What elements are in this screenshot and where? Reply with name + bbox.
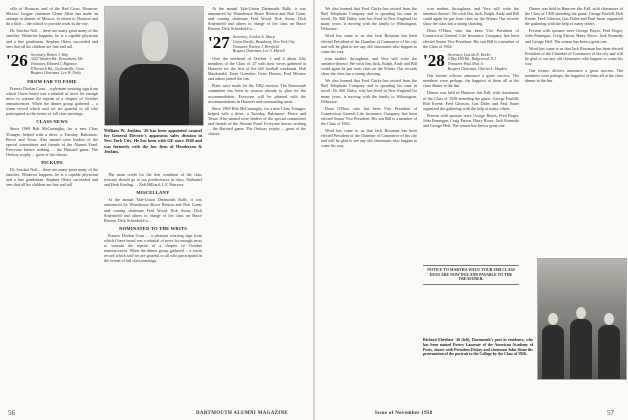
column-text: Word has come to us that Jack Bowman has been elected President of the Chamber of Commerce of his city and will be glad to see any old classmates who happen to come his way. <box>321 33 417 54</box>
left-column-3 <box>208 6 306 138</box>
class-officers <box>233 35 295 53</box>
officer-line: Bequest Chairman, Charles L. Hayden <box>447 66 507 71</box>
column-text: Word has come to us that Jack Bowman has been elected President of the Chamber of Commerce of his city and will be glad to see any old classmates who happen to come his way. <box>525 45 623 66</box>
page-number: 56 <box>8 409 15 417</box>
column-text: Present with spouses were George Bayes, Fred Roger, John Fennegan, Craig Patton, Harry Rowe, Jack Kennedy and George Heil. The season has been a great one. <box>423 112 519 128</box>
class-officers <box>448 53 507 71</box>
class-year: '26 <box>6 50 28 70</box>
page-number: 57 <box>607 409 614 417</box>
class-year: '27 <box>208 33 230 53</box>
left-column-2 <box>104 172 202 266</box>
officer-line: 8 Norwich Rd., Gaylordville, Conn. <box>30 66 85 71</box>
right-column-3 <box>525 6 623 85</box>
page-footer: DARTMOUTH ALUMNI MAGAZINE <box>196 411 289 416</box>
officer-line: 3222 Warden Rd., Kennebunk, Me. <box>30 57 84 62</box>
class-year: '28 <box>423 50 445 70</box>
officer-line: Treasurer, Edward J. Bigenow <box>30 61 77 66</box>
column-text: Over the weekend of October 3 and 4 about fifty members of the Class of '27 with their wives gathered at Hanover for the first of the fall football weekends. Bob Macdonald, Ernie Greenlee, Gene Heaton, Paul Monroe and others joined the fun. <box>208 55 306 82</box>
officer-line: Secretary, Gordon A. Sharp <box>232 35 275 40</box>
portrait-body <box>119 64 190 125</box>
section-heading: NOMINATED TO THE WRITS <box>119 225 187 231</box>
left-column-1 <box>6 6 98 190</box>
group-photo <box>537 258 627 380</box>
section-heading: FROM FAR TO FAME <box>27 78 77 84</box>
right-column-2 <box>423 6 519 130</box>
group-photo-caption: Richard Eberhart '26 (left), Dartmouth's poet in residence, who has been named Poetry Laureate of the American Academy of Poets, shares with President Dickey and chairman John Sloan the presentation of the portrait to the College by the Class of 1926. <box>423 338 533 357</box>
officer-line: Treasurer, Paul Neal Jr. <box>447 61 484 66</box>
column-text: We also learned that Fred Clarke has retired from the Bell Telephone Company and is spending his time in travel. Dr. Bill Daley, who has lived in New England for many years, is moving with the family to Wilmington, Delaware. <box>321 78 417 104</box>
person-figure <box>542 313 564 379</box>
notice-box-wrapper <box>423 262 519 288</box>
portrait-head <box>142 21 167 61</box>
section-heading: CLASS NEWS <box>36 119 68 125</box>
column-text: Dinner was held in Hanover this Fall, with classmates of the Class of 1928 attending the game. George Fairhill, Bob Keene, Fred Gleason, Gus Dales and Paul Sauer organized the gathering with the help of many others. <box>423 90 519 111</box>
officer-line: Bequest Chairman, Lee A. Merrell <box>232 49 286 54</box>
column-text: Dean O'Hara, who has been Vice President of Connecticut General Life Insurance Company, has been elected Senior Vice President. His son Bill is a member of the Class of 1962. <box>321 105 417 126</box>
column-text: Dr. Sinclair Neil ... there are many great many of the families. Whatever happens, he is a capable physician and a fine gentleman. Stephen Olney succeeded and sees that all his children are fine and tall. <box>6 28 98 49</box>
column-text: Our former officers announce a great success. The members were perhaps, the happiest of them all at the class dinner in the Inn. <box>423 73 519 89</box>
dues-notice: NOTICE TO MARTHA WALT: YOUR 1968 CLASS DUES ARE NOW DUE AND PAYABLE TO THE TREASURER. <box>423 265 519 285</box>
column-text: ican mother, throughout, and Vera will write the sentence thereof. We wish Jim, Jack, Ralph, Andy and Bill could again be put from class on the Winter. Our records show the class has a strong showing. <box>321 55 417 77</box>
column-text: Word has come to us that Jack Bowman has been elected President of the Chamber of Commerce of his city and will be glad to see any old classmates who happen to come his way. <box>321 128 417 149</box>
officer-line: Secretary, Robert J. Hay <box>30 52 69 57</box>
officer-line: Bequest Chairman, Leo W. Neely <box>30 71 82 76</box>
column-text: At the annual Yale-Union Dartmouth Rally, it was announced by Waterhouse Bruce Renton and Bob Gunn, and coming chairman Fred Wood, Bob Swan, Dick Schenfield and others in charge of the class on Bruce Renton, Dick Schenfield is ... <box>208 6 306 32</box>
column-text: At the annual Yale-Union Dartmouth Rally, it was announced by Waterhouse Bruce Renton and Bob Gunn, and coming chairman Fred Wood, Bob Swan, Dick Schenfield and others in charge of the class on Bruce Renton, Dick Schenfield is ... <box>104 197 202 223</box>
column-text: Dr. Sinclair Neil ... there are many great many of the families. Whatever happens, he is a capable physician and a fine gentleman. Stephen Olney succeeded and sees that all his children are fine and tall. <box>6 167 98 188</box>
column-text: Dean O'Hara, who has been Vice President of Connecticut General Life Insurance Company, has been elected Senior Vice President. His son Bill is a member of the Class of 1962. <box>423 28 519 49</box>
right-page <box>315 0 628 420</box>
right-column-1 <box>321 6 417 150</box>
column-text: The main credit for the fine condition of the class treasury should go to our predecessors in class, Nathaniel and Herb Keeling. ... Bob Hilliard, I. F. Burrows. <box>104 172 202 188</box>
column-text: Present with spouses were George Bayes, Fred Roger, John Fennegan, Craig Patton, Harry Rowe, Jack Kennedy and George Heil. The season has been a great one. <box>525 28 623 44</box>
left-page <box>0 0 313 420</box>
section-heading: PICKUPS <box>41 160 63 166</box>
page-footer: Issue of November 1958 <box>375 411 433 416</box>
column-text: Our former officers announce a great success. The members were perhaps, the happiest of them all at the class dinner in the Inn. <box>525 68 623 84</box>
column-text: ican mother, throughout, and Vera will write the sentence thereof. We wish Jim, Jack, Ralph, Andy and Bill could again be put from class on the Winter. Our records show the class has a strong showing. <box>423 6 519 27</box>
class-heading-27 <box>208 35 306 53</box>
officer-line: 4 Day Hill Rd., Ridgewood, N.J. <box>447 57 497 62</box>
column-text: Plans were made for the 1962 reunion. The Dartmouth committee has been in session already to plan for the accommodation. Everyone will be pleased with the accommodations in Hanover and surrounding areas. <box>208 83 306 104</box>
person-figure <box>598 313 620 379</box>
column-text: Since 1969 Bob McConaughy, for a new Class Younger, helped with a drive, a Tuesday, Baltimore, Pierce and Texas. Also named were leaders of the special committees and friends of the Alumni Fund. Everyone knows nothing ... the Harvard game. The Ordway trophy ... great of the classes. <box>6 126 98 157</box>
class-officers <box>31 53 85 76</box>
photo-caption: William W. Jenkins '26 has been appointed counsel for General Electric's apparatus sales division in New York City. He has been with GE since 1940 and was formerly with the law firm of Henderson & Jenkins. <box>104 128 202 154</box>
class-heading-28 <box>423 50 519 71</box>
person-figure <box>570 307 592 379</box>
class-heading-26 <box>6 50 98 76</box>
column-text: Francis Doolan Coan ... a pleasant weaving sign from which I have heard was a rebuttal of news for enough news to warrant the reprint of a chapter of October reminiscences. When the dinner group gathered ... a warm record which said we are grateful to all who participated in the events of fall class meetings. <box>6 85 98 117</box>
column-text: We also learned that Fred Clarke has retired from the Bell Telephone Company and is spending his time in travel. Dr. Bill Daley, who has lived in New England for many years, is moving with the family to Wilmington, Delaware. <box>321 6 417 32</box>
column-text: Dinner was held in Hanover this Fall, with classmates of the Class of 1928 attending the game. George Fairhill, Bob Keene, Fred Gleason, Gus Dales and Paul Sauer organized the gathering with the help of many others. <box>525 6 623 27</box>
officer-line: Secretary, Lincoln E. Keeler <box>447 52 491 57</box>
column-text: Francis Doolan Coan ... a pleasant weaving sign from which I have heard was a rebuttal of news for enough news to warrant the reprint of a chapter of October reminiscences. When the dinner group gathered ... a warm record which said we are grateful to all who participated in the events of fall class meetings. <box>104 232 202 264</box>
column-text: ville of Houston, and of the Red Cross. Houston-Mexico League chairman Glenn Allen has made an attempt to alumni of Mexico, to return to Houston and do a little ... the school to provide work in the city. <box>6 6 98 27</box>
portrait-photo <box>104 6 204 126</box>
column-text: Since 1969 Bob McConaughy, for a new Class Younger, helped with a drive, a Tuesday, Baltimore, Pierce and Texas. Also named were leaders of the special committees and friends of the Alumni Fund. Everyone knows nothing ... the Harvard game. The Ordway trophy ... great of the classes. <box>208 105 306 137</box>
officer-line: Union Pacific, Broadway, New York City <box>232 40 295 45</box>
officer-line: Treasurer, Warren J. Hersfield <box>232 44 279 49</box>
section-heading: MISCELLANY <box>136 190 170 196</box>
